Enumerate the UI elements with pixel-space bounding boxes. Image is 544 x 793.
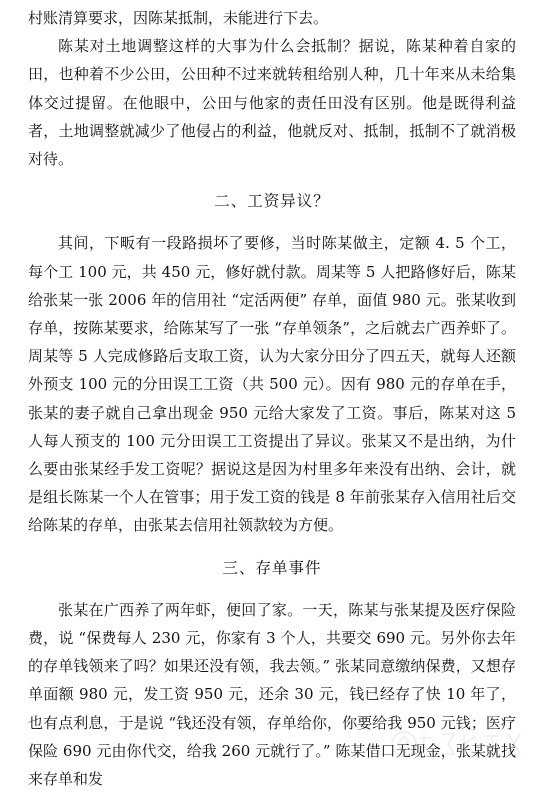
section-heading-wage-dispute: 二、工资异议？ bbox=[214, 192, 330, 211]
paragraph-wage-dispute: 其间，下畈有一段路损坏了要修，当时陈某做主，定额 4. 5 个工，每个工 100 元，共 450 元，修好就付款。周某等 5 人把路修好后，陈某给张某一张 2006 年的信用社 “定活两便” 存单，面值 980 元。张某收到存单，按陈某要求，给陈某写了一张 “存单领条”，之后就去广西养虾了。周某等 5 人完成修路后支取工资，认为大家分田分了四五天，就每人还额外预支 100 元的分田误工工资（共 500 元）。因有 980 元的存单在手，张某的妻子就自己拿出现金 950 元给大家发了工资。事后，陈某对这 5 人每人预支的 100 元分田误工工资提出了异议。张某又不是出纳，为什么要由张某经手发工资呢？据说这是因为村里多年来没有出纳、会计，就是组长陈某一个人在管事；用于发工资的钱是 8 年前张某存入信用社后交给陈某的存单，由张某去信用社领款较为方便。 bbox=[28, 234, 516, 535]
intro-paragraph: 村账清算要求，因陈某抵制，未能进行下去。 bbox=[28, 9, 329, 27]
paragraph-deposit-slip: 张某在广西养了两年虾，便回了家。一天，陈某与张某提及医疗保险费，说 “保费每人 230 元，你家有 3 个人，共要交 690 元。另外你去年的存单钱领来了吗？如果还没有领，我去领。” 张某同意缴纳保费，又想存单面额 980 元，发工资 950 元，还余 30 元，钱已经存了快 10 年了，也有点利息，于是说 “钱还没有领，存单给你，你要给我 950 元钱；医疗保险 690 元由你代交，给我 260 元就行了。” 陈某借口无现金，张某就找来存单和发 bbox=[28, 600, 516, 789]
paragraph-land-adjustment: 陈某对土地调整这样的大事为什么会抵制？据说，陈某种着自家的田，也种着不少公田，公田种不过来就转租给别人种，几十年来从未给集体交过提留。在他眼中，公田与他家的责任田没有区别。他是既得利益者，土地调整就减少了他侵占的利益，他就反对、抵制，抵制不了就消极对待。 bbox=[28, 37, 516, 169]
section-heading-deposit-slip: 三、存单事件 bbox=[222, 558, 322, 577]
